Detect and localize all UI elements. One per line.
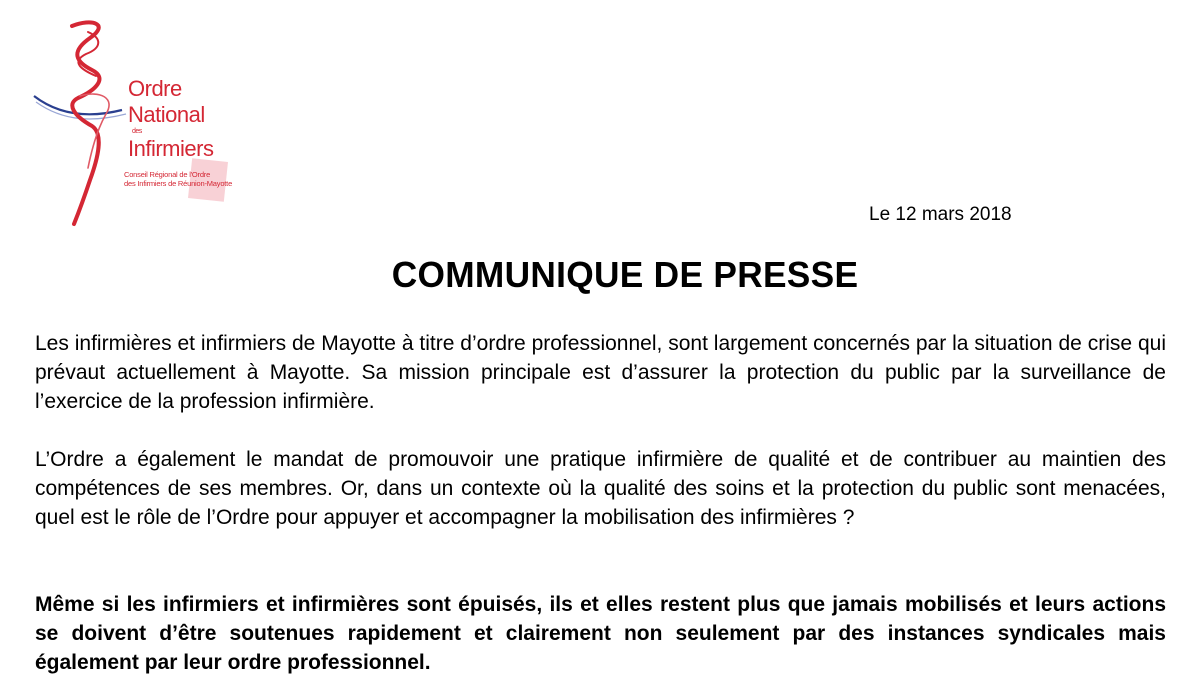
logo-word-national: National — [128, 102, 205, 127]
logo-word-ordre: Ordre — [128, 76, 182, 101]
paragraph-emphasis: Même si les infirmiers et infirmières sont épuisés, ils et elles restent plus que jamais mobilisés et leurs actions se doivent d’être soutenues rapidement et clairement non seulement par des instances syndicales mais également par leur ordre professionnel. — [35, 593, 1166, 674]
organization-logo — [30, 18, 270, 228]
document-date: Le 12 mars 2018 — [869, 204, 1012, 225]
logo-word-infirmiers: Infirmiers — [128, 136, 214, 161]
logo-subtitle — [124, 170, 232, 188]
logo-subtitle-line2: des Infirmiers de Réunion-Mayotte — [124, 179, 233, 188]
document-title: COMMUNIQUE DE PRESSE — [391, 254, 859, 295]
paragraph-mandate: L’Ordre a également le mandat de promouvoir une pratique infirmière de qualité et de contribuer au maintien des compétences de ses membres. Or, dans un contexte où la qualité des soins et la protection du public sont menacées, quel est le rôle de l’Ordre pour appuyer et accompagner la mobilisation des infirmières ? — [35, 448, 1166, 529]
paragraph-intro: Les infirmières et infirmiers de Mayotte à titre d’ordre professionnel, sont largement concernés par la situation de crise qui prévaut actuellement à Mayotte. Sa mission principale est d’assurer la protection du public par la surveillance de l’exercice de la profession infirmière. — [35, 332, 1166, 413]
logo-subtitle-line1: Conseil Régional de l'Ordre — [124, 170, 211, 179]
logo-wordmark — [128, 76, 213, 162]
logo-word-des: des — [132, 128, 142, 135]
